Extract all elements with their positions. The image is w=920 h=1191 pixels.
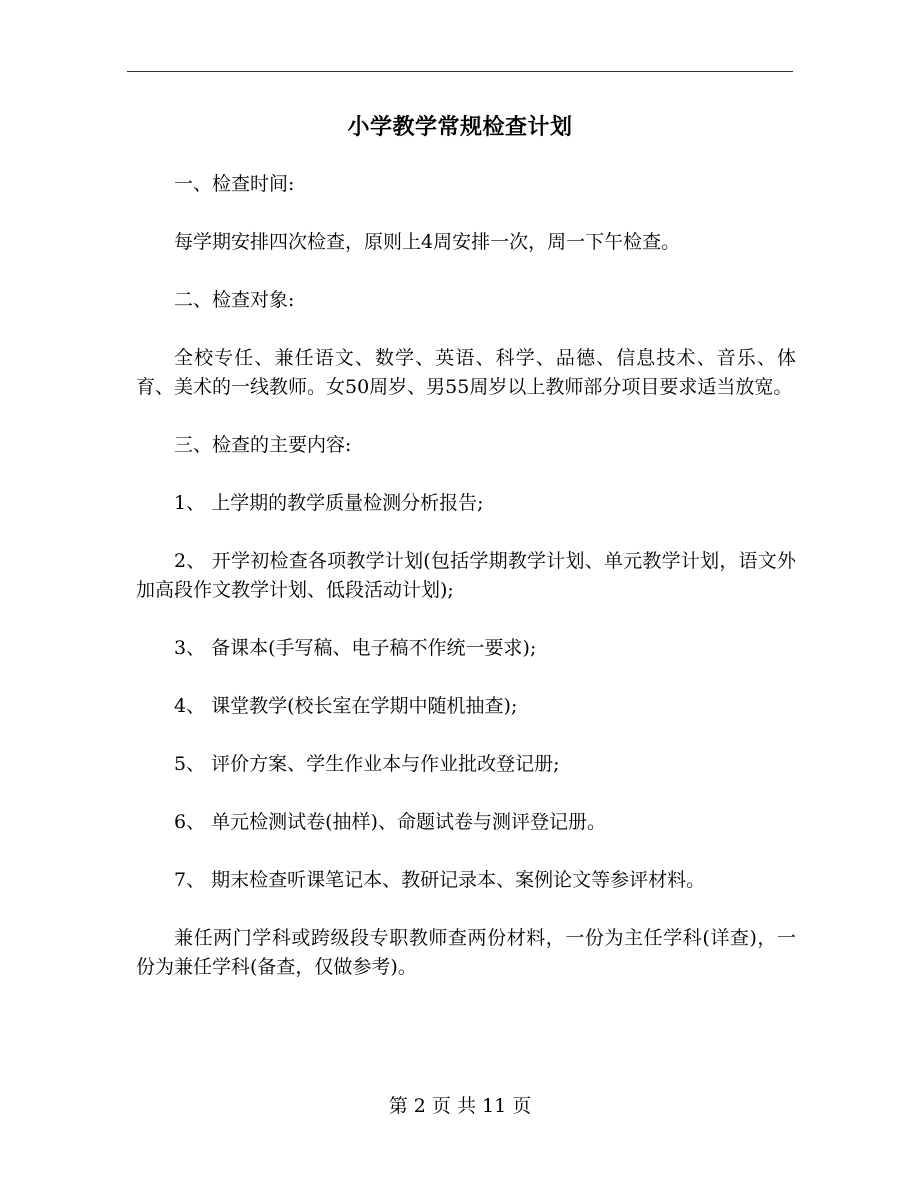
paragraph-note: 兼任两门学科或跨级段专职教师查两份材料，一份为主任学科(详查)，一份为兼任学科(备查，仅做参考)。 [136, 927, 796, 978]
list-item-2: 2、 开学初检查各项教学计划(包括学期教学计划、单元教学计划，语文外加高段作文教学计划、低段活动计划); [136, 550, 796, 601]
list-item-5: 5、 评价方案、学生作业本与作业批改登记册; [174, 753, 560, 775]
document-title: 小学教学常规检查计划 [347, 114, 573, 140]
paragraph-time: 每学期安排四次检查，原则上4周安排一次，周一下午检查。 [174, 231, 681, 253]
list-item-4: 4、 课堂教学(校长室在学期中随机抽查); [174, 695, 518, 717]
section-heading-time: 一、检查时间: [174, 173, 295, 195]
document-body [136, 170, 796, 982]
list-item-1: 1、 上学期的教学质量检测分析报告; [174, 492, 484, 514]
page-footer: 第 2 页 共 11 页 [388, 1095, 532, 1117]
list-item-7: 7、 期末检查听课笔记本、教研记录本、案例论文等参评材料。 [174, 869, 706, 891]
paragraph-target: 全校专任、兼任语文、数学、英语、科学、品德、信息技术、音乐、体育、美术的一线教师。女50周岁、男55周岁以上教师部分项目要求适当放宽。 [136, 347, 796, 398]
list-item-3: 3、 备课本(手写稿、电子稿不作统一要求); [174, 637, 537, 659]
section-heading-content: 三、检查的主要内容: [174, 434, 352, 456]
section-heading-target: 二、检查对象: [174, 289, 295, 311]
list-item-6: 6、 单元检测试卷(抽样)、命题试卷与测评登记册。 [174, 811, 606, 833]
header-rule [127, 71, 793, 72]
